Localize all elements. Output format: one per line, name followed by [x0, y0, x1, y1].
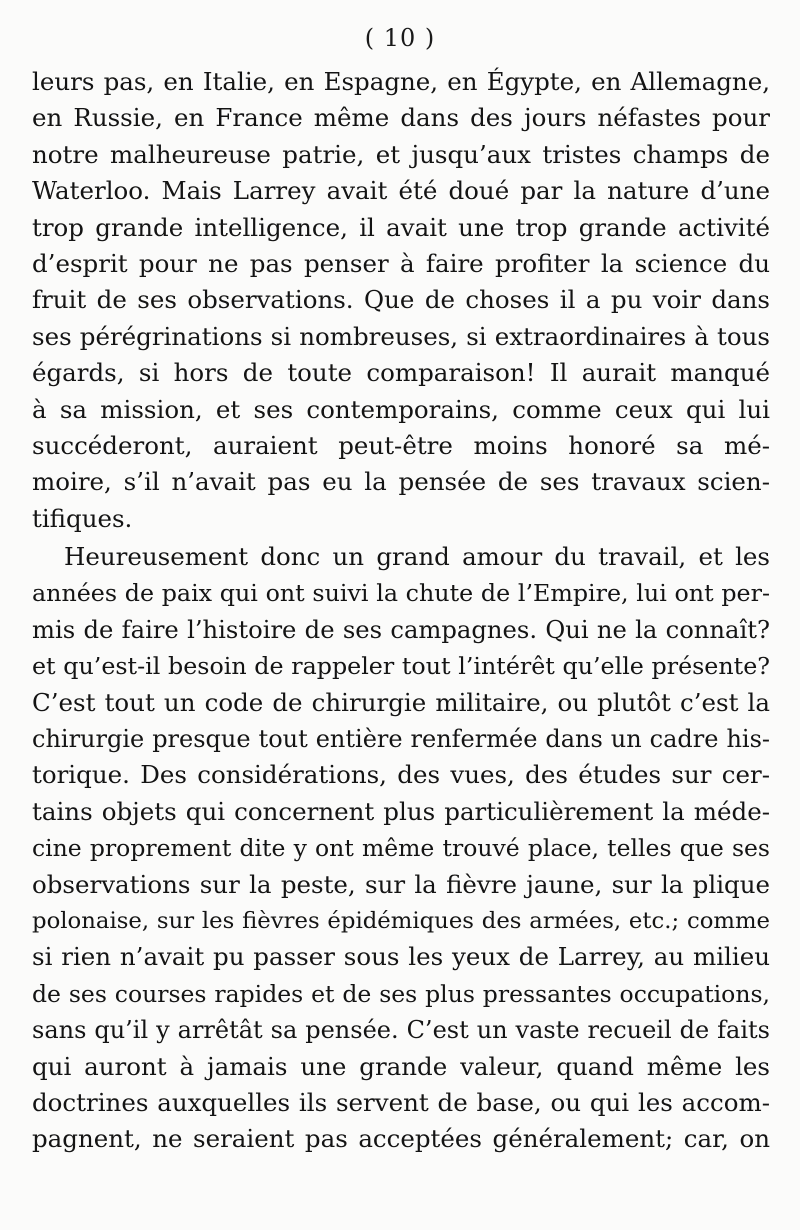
text-line: sans qu’il y arrêtât sa pensée. C’est un vaste recueil de faits	[32, 1016, 770, 1045]
text-line: qui auront à jamais une grande valeur, quand même les	[32, 1051, 770, 1081]
text-line: notre malheureuse patrie, et jusqu’aux tristes champs de	[32, 139, 770, 169]
text-line: moire, s’il n’avait pas eu la pensée de ses travaux scien-	[32, 467, 770, 497]
text-line: observations sur la peste, sur la fièvre jaune, sur la plique	[32, 869, 770, 899]
text-line: tains objets qui concernent plus particulièrement la méde-	[32, 796, 770, 826]
text-line: égards, si hors de toute comparaison! Il aurait manqué	[32, 358, 770, 388]
text-line: et qu’est-il besoin de rappeler tout l’intérêt qu’elle présente?	[32, 652, 770, 681]
text-line: fruit de ses observations. Que de choses il a pu voir dans	[32, 285, 770, 315]
text-line: chirurgie presque tout entière renfermée dans un cadre his-	[32, 725, 770, 754]
text-line: en Russie, en France même dans des jours néfastes pour	[32, 103, 770, 133]
text-line: ses pérégrinations si nombreuses, si extraordinaires à tous	[32, 321, 770, 351]
text-line: C’est tout un code de chirurgie militaire, ou plutôt c’est la	[32, 687, 770, 717]
text-line: trop grande intelligence, il avait une trop grande activité	[32, 212, 770, 242]
text-line-paragraph-start: Heureusement donc un grand amour du travail, et les	[64, 542, 770, 572]
text-line: Waterloo. Mais Larrey avait été doué par la nature d’une	[32, 176, 770, 206]
text-line: succéderont, auraient peut-être moins honoré sa mé-	[32, 430, 770, 460]
text-line: de ses courses rapides et de ses plus pressantes occupations,	[32, 979, 770, 1008]
text-line: doctrines auxquelles ils servent de base, ou qui les accom-	[32, 1087, 770, 1117]
body-text	[32, 64, 770, 1158]
page-number: ( 10 )	[364, 24, 436, 52]
text-line: torique. Des considérations, des vues, des études sur cer-	[32, 760, 770, 790]
text-line: d’esprit pour ne pas penser à faire profiter la science du	[32, 248, 770, 278]
text-line: si rien n’avait pu passer sous les yeux de Larrey, au milieu	[32, 942, 770, 972]
text-line: cine proprement dite y ont même trouvé place, telles que ses	[32, 834, 770, 863]
text-line: pagnent, ne seraient pas acceptées généralement; car, on	[32, 1124, 770, 1154]
text-line-paragraph-end: tifiques.	[32, 503, 133, 533]
text-line: à sa mission, et ses contemporains, comme ceux qui lui	[32, 394, 770, 424]
text-line: mis de faire l’histoire de ses campagnes. Qui ne la connaît?	[32, 614, 770, 644]
text-line: polonaise, sur les fièvres épidémiques des armées, etc.; comme	[32, 907, 770, 934]
text-line: leurs pas, en Italie, en Espagne, en Égypte, en Allemagne,	[32, 67, 770, 96]
text-line: années de paix qui ont suivi la chute de l’Empire, lui ont per-	[32, 579, 770, 608]
